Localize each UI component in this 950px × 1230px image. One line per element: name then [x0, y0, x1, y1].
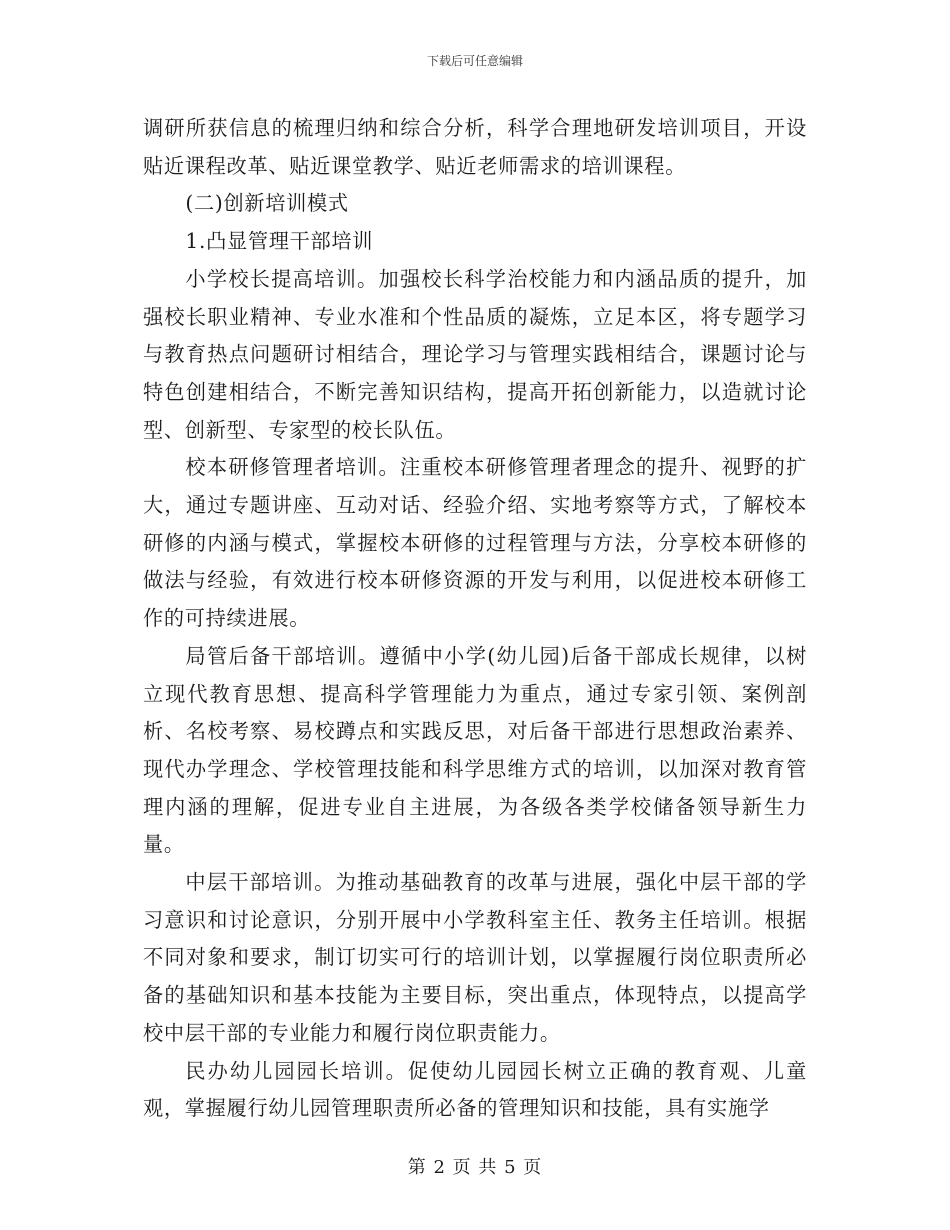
section-heading: (二)创新培训模式 — [185, 191, 349, 216]
paragraph-principal-training: 小学校长提高培训。加强校长科学治校能力和内涵品质的提升，加强校长职业精神、专业水准和个性品质的凝炼，立足本区，将专题学习与教育热点问题研讨相结合，理论学习与管理实践相结合，课题讨论与特色创建相结合，不断完善知识结构，提高开拓创新能力，以造就讨论型、创新型、专家型的校长队伍。 — [143, 266, 807, 442]
paragraph-middle-cadre-training: 中层干部培训。为推动基础教育的改革与进展，强化中层干部的学习意识和讨论意识，分别开展中小学教科室主任、教务主任培训。根据不同对象和要求，制订切实可行的培训计划，以掌握履行岗位职责所必备的基础知识和基本技能为主要目标，突出重点，体现特点，以提高学校中层干部的专业能力和履行岗位职责能力。 — [143, 870, 807, 1045]
page-header: 下载后可任意编辑 — [426, 54, 523, 68]
paragraph-reserve-cadre-training: 局管后备干部培训。遵循中小学(幼儿园)后备干部成长规律，以树立现代教育思想、提高科学管理能力为重点，通过专家引领、案例剖析、名校考察、易校蹲点和实践反思，对后备干部进行思想政治素养、现代办学理念、学校管理技能和科学思维方式的培训，以加深对教育管理内涵的理解，促进专业自主进展，为各级各类学校储备领导新生力量。 — [143, 643, 807, 857]
body-text — [143, 110, 807, 1128]
subsection-heading: 1.凸显管理干部培训 — [185, 229, 374, 254]
page-footer: 第 2 页 共 5 页 — [407, 1157, 543, 1178]
paragraph-kindergarten-director-training: 民办幼儿园园长培训。促使幼儿园园长树立正确的教育观、儿童观，掌握履行幼儿园管理职责所必备的管理知识和技能，具有实施学 — [143, 1058, 807, 1121]
paragraph-school-research-training: 校本研修管理者培训。注重校本研修管理者理念的提升、视野的扩大，通过专题讲座、互动对话、经验介绍、实地考察等方式，了解校本研修的内涵与模式，掌握校本研修的过程管理与方法，分享校本研修的做法与经验，有效进行校本研修资源的开发与利用，以促进校本研修工作的可持续进展。 — [143, 455, 807, 631]
paragraph-continuation: 调研所获信息的梳理归纳和综合分析，科学合理地研发培训项目，开设贴近课程改革、贴近课堂教学、贴近老师需求的培训课程。 — [143, 116, 807, 178]
